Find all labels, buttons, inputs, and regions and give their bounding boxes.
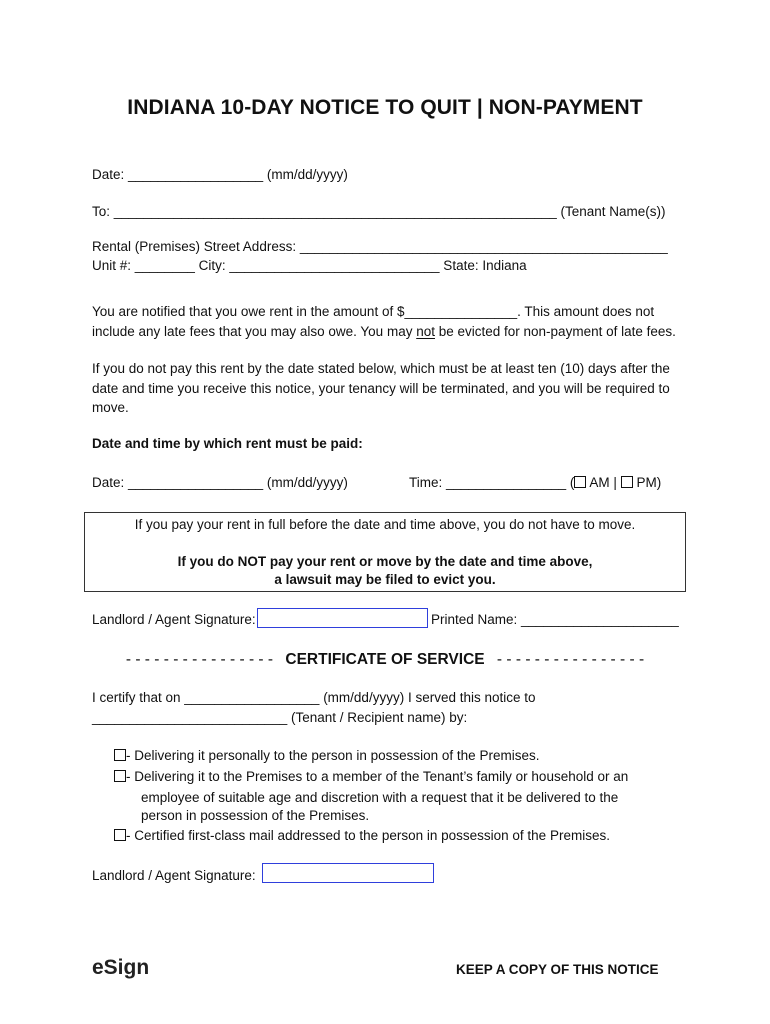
certify-line1: I certify that on __________________ (mm/dd/yyyy) I served this notice to	[92, 690, 536, 705]
am-checkbox[interactable]	[574, 476, 586, 488]
service-option-continuation: person in possession of the Premises.	[141, 808, 370, 823]
rent-paragraph-line2	[92, 322, 682, 342]
landlord-signature-field[interactable]	[257, 608, 428, 628]
household-delivery-checkbox[interactable]	[114, 770, 126, 782]
rent-paragraph-emphasis: not	[416, 323, 435, 339]
deadline-date-line: Date: __________________ (mm/dd/yyyy)	[92, 475, 348, 490]
am-label: AM |	[589, 475, 617, 490]
printed-name-line: Printed Name: _____________________	[431, 612, 679, 627]
service-option-label: - Delivering it to the Premises to a member of the Tenant’s family or household or an	[126, 769, 629, 784]
service-option-mail	[114, 828, 610, 844]
pm-checkbox[interactable]	[621, 476, 633, 488]
certificate-dashes-right: - - - - - - - - - - - - - - - -	[496, 651, 645, 668]
deadline-time-label: Time: ________________ (	[409, 475, 575, 490]
personal-delivery-checkbox[interactable]	[114, 749, 126, 761]
notice-box-line1: If you pay your rent in full before the date and time above, you do not have to move.	[134, 517, 636, 532]
certified-mail-checkbox[interactable]	[114, 829, 126, 841]
service-option-label: - Delivering it personally to the person in possession of the Premises.	[126, 748, 540, 763]
service-option-continuation: employee of suitable age and discretion with a request that it be delivered to the	[141, 790, 619, 805]
landlord-signature-label: Landlord / Agent Signature:	[92, 612, 256, 627]
rent-paragraph-line1: You are notified that you owe rent in the amount of $_______________. This amount does not	[92, 304, 655, 319]
unit-city-state-line: Unit #: ________ City: ____________________________ State: Indiana	[92, 258, 527, 273]
service-option-household	[114, 769, 628, 785]
certificate-signature-label: Landlord / Agent Signature:	[92, 868, 256, 883]
pm-label: PM)	[636, 475, 662, 490]
certificate-of-service-heading	[0, 651, 770, 669]
notice-date-line: Date: __________________ (mm/dd/yyyy)	[92, 167, 348, 182]
rent-amount-paragraph	[92, 302, 682, 341]
deadline-heading: Date and time by which rent must be paid:	[92, 436, 363, 451]
certificate-signature-field[interactable]	[262, 863, 434, 883]
esign-logo: eSign	[92, 956, 150, 979]
rent-paragraph-line2-end: be evicted for non-payment of late fees.	[434, 323, 676, 339]
service-option-personal	[114, 748, 539, 764]
keep-copy-note: KEEP A COPY OF THIS NOTICE	[456, 962, 659, 977]
deadline-time-line	[409, 475, 661, 491]
notice-box-warning-line2: a lawsuit may be filed to evict you.	[274, 572, 496, 587]
certificate-dashes-left: - - - - - - - - - - - - - - - -	[125, 651, 274, 668]
notice-box-warning-line1: If you do NOT pay your rent or move by the date and time above,	[177, 554, 593, 569]
rent-paragraph-line2-start: include any late fees that you may also owe. You may	[92, 323, 417, 339]
notice-box	[84, 512, 686, 592]
street-address-line: Rental (Premises) Street Address: _________________________________________________	[92, 239, 668, 254]
certify-line2: __________________________ (Tenant / Recipient name) by:	[92, 710, 468, 725]
certificate-title: CERTIFICATE OF SERVICE	[285, 651, 485, 668]
termination-paragraph: If you do not pay this rent by the date stated below, which must be at least ten (10) days after the date and time you receive this notice, your tenancy will be terminated, and you will be required to move.	[92, 361, 670, 415]
tenant-name-line: To: ___________________________________________________________ (Tenant Name(s))	[92, 204, 666, 219]
document-title: INDIANA 10-DAY NOTICE TO QUIT | NON-PAYMENT	[127, 96, 643, 119]
service-option-label: - Certified first-class mail addressed to the person in possession of the Premises.	[126, 828, 610, 843]
